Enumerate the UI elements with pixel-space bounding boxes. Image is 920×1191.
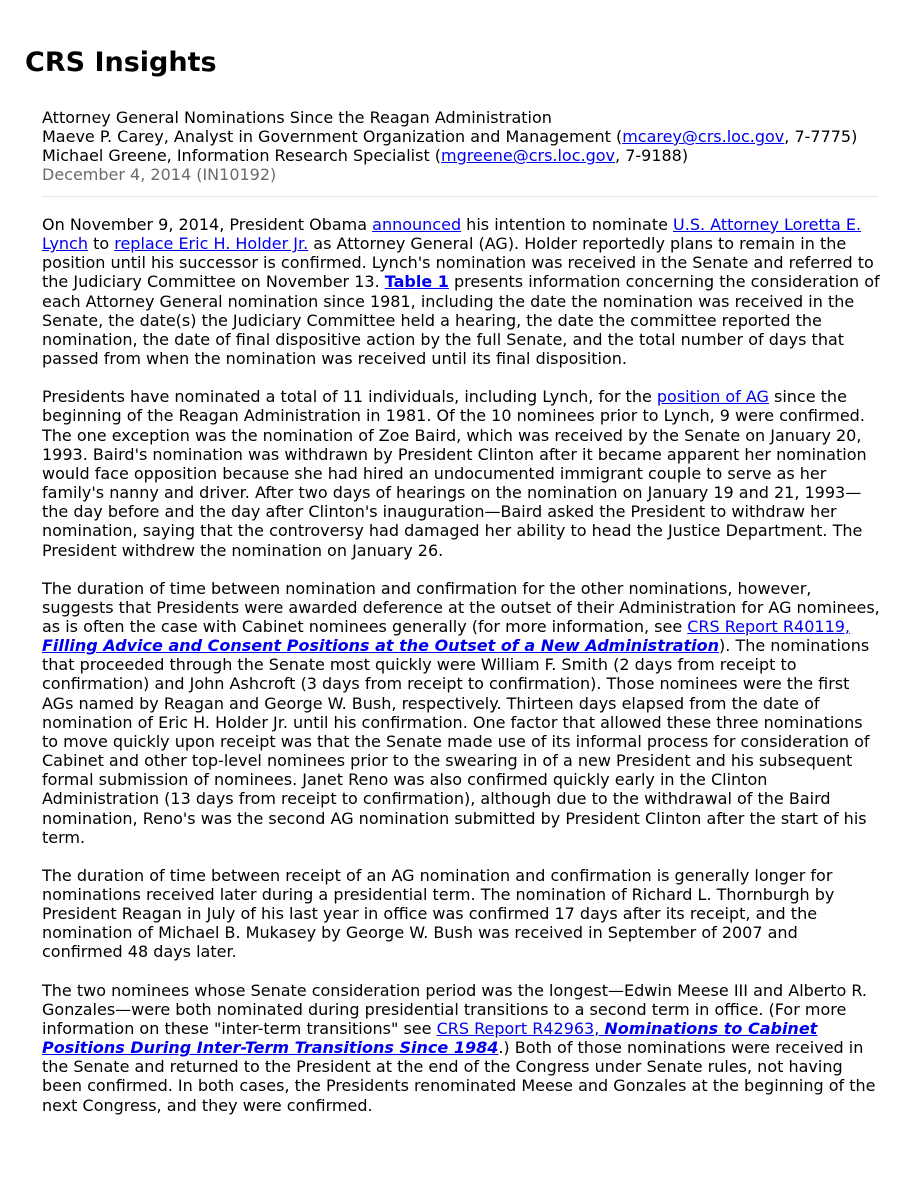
paragraph-5 — [42, 981, 880, 1115]
announced-link[interactable]: announced — [372, 215, 462, 234]
article-title: Attorney General Nominations Since the Reagan Administration — [42, 108, 552, 127]
paragraph-text: presents information concerning the consideration of each Attorney General nomination since 1981, including the date the nomination was received in the Senate, the date(s) the Judiciary Committee held a hearing, the date the committee reported the nomination, the date of final dispositive action by the full Senate, and the total number of days that passed from when the nomination was received until its final disposition. — [42, 272, 880, 369]
author-1-phone: , 7-7775) — [784, 127, 858, 146]
paragraph-text: ). The nominations that proceeded through the Senate most quickly were William F. Smith (2 days from receipt to confirmation) and John Ashcroft (3 days from receipt to confirmation). Those nominees were the first AGs named by Reagan and George W. Bush, respectively. Thirteen days elapsed from the date of nomination of Eric H. Holder Jr. until his confirmation. One factor that allowed these three nominations to move quickly upon receipt was that the Senate made use of its informal process for consideration of Cabinet and other top-level nominees prior to the swearing in of a new President and his subsequent formal submission of nominees. Janet Reno was also confirmed quickly early in the Clinton Administration (13 days from receipt to confirmation), although due to the withdrawal of the Baird nomination, Reno's was the second AG nomination submitted by President Clinton after the start of his term. — [42, 636, 870, 847]
publication-date: December 4, 2014 (IN10192) — [42, 165, 277, 184]
article-header — [42, 108, 882, 184]
paragraph-2 — [42, 387, 880, 559]
author-2-email-link[interactable]: mgreene@crs.loc.gov — [441, 146, 616, 165]
paragraph-text: since the beginning of the Reagan Administration in 1981. Of the 10 nominees prior to Lynch, 9 were confirmed. The one exception was the nomination of Zoe Baird, which was received by the Senate on January 20, 1993. Baird's nomination was withdrawn by President Clinton after it became apparent her nomination would face opposition because she had hired an undocumented immigrant couple to serve as her family's nanny and driver. After two days of hearings on the nomination on January 19 and 21, 1993—the day before and the day after Clinton's inauguration—Baird asked the President to withdraw her nomination, saying that the controversy had damaged her ability to head the Justice Department. The President withdrew the nomination on January 26. — [42, 387, 867, 560]
paragraph-text: as Attorney General (AG). Holder reportedly plans to remain in the position until his successor is confirmed. Lynch's nomination was received in the Senate and referred to the Judiciary Committee on November 13. — [42, 234, 874, 292]
report-number: CRS Report R40119, — [687, 616, 851, 636]
paragraph-1 — [42, 215, 880, 368]
report-number: CRS Report R42963, — [436, 1018, 605, 1038]
paragraph-text: The two nominees whose Senate consideration period was the longest—Edwin Meese III and Alberto R. Gonzales—were both nominated during presidential transitions to a second term in office. (For more information on these "inter-term transitions" see — [42, 980, 867, 1038]
author-line-1 — [42, 127, 882, 146]
report-title: Nominations to Cabinet Positions During Inter-Term Transitions Since 1984 — [42, 1018, 818, 1058]
paragraph-text: On November 9, 2014, President Obama — [42, 215, 373, 234]
article-body — [42, 215, 880, 1134]
author-1-name: Maeve P. Carey, Analyst in Government Organization and Management ( — [42, 127, 623, 146]
author-line-2 — [42, 146, 882, 165]
paragraph-text: his intention to nominate — [461, 215, 674, 234]
report-title: Filling Advice and Consent Positions at the Outset of a New Administration — [42, 636, 720, 656]
author-2-phone: , 7-9188) — [615, 146, 689, 165]
paragraph-4: The duration of time between receipt of an AG nomination and confirmation is generally longer for nominations received later during a presidential term. The nomination of Richard L. Thornburgh by President Reagan in July of his last year in office was confirmed 17 days after its receipt, and the nomination of Michael B. Mukasey by George W. Bush was received in September of 2007 and confirmed 48 days later. — [42, 865, 835, 962]
paragraph-text: The duration of time between nomination and confirmation for the other nominations, however, suggests that Presidents were awarded deference at the outset of their Administration for AG nominees, as is often the case with Cabinet nominees generally (for more information, see — [42, 578, 880, 636]
paragraph-3 — [42, 579, 880, 847]
table-1-link[interactable]: Table 1 — [384, 272, 449, 292]
header-divider — [42, 196, 878, 197]
paragraph-text: .) Both of those nominations were received in the Senate and returned to the President at the end of the Congress under Senate rules, not having been confirmed. In both cases, the Presidents renominated Meese and Gonzales at the beginning of the next Congress, and they were confirmed. — [42, 1038, 876, 1115]
author-2-name: Michael Greene, Information Research Specialist ( — [42, 146, 442, 165]
position-of-ag-link[interactable]: position of AG — [656, 387, 769, 407]
paragraph-text: to — [88, 234, 115, 254]
lynch-link[interactable]: U.S. Attorney Loretta E. Lynch — [42, 215, 862, 254]
replace-holder-link[interactable]: replace Eric H. Holder Jr. — [114, 234, 309, 254]
site-title: CRS Insights — [25, 47, 217, 78]
paragraph-text: Presidents have nominated a total of 11 individuals, including Lynch, for the — [42, 387, 657, 407]
author-1-email-link[interactable]: mcarey@crs.loc.gov — [622, 127, 785, 146]
